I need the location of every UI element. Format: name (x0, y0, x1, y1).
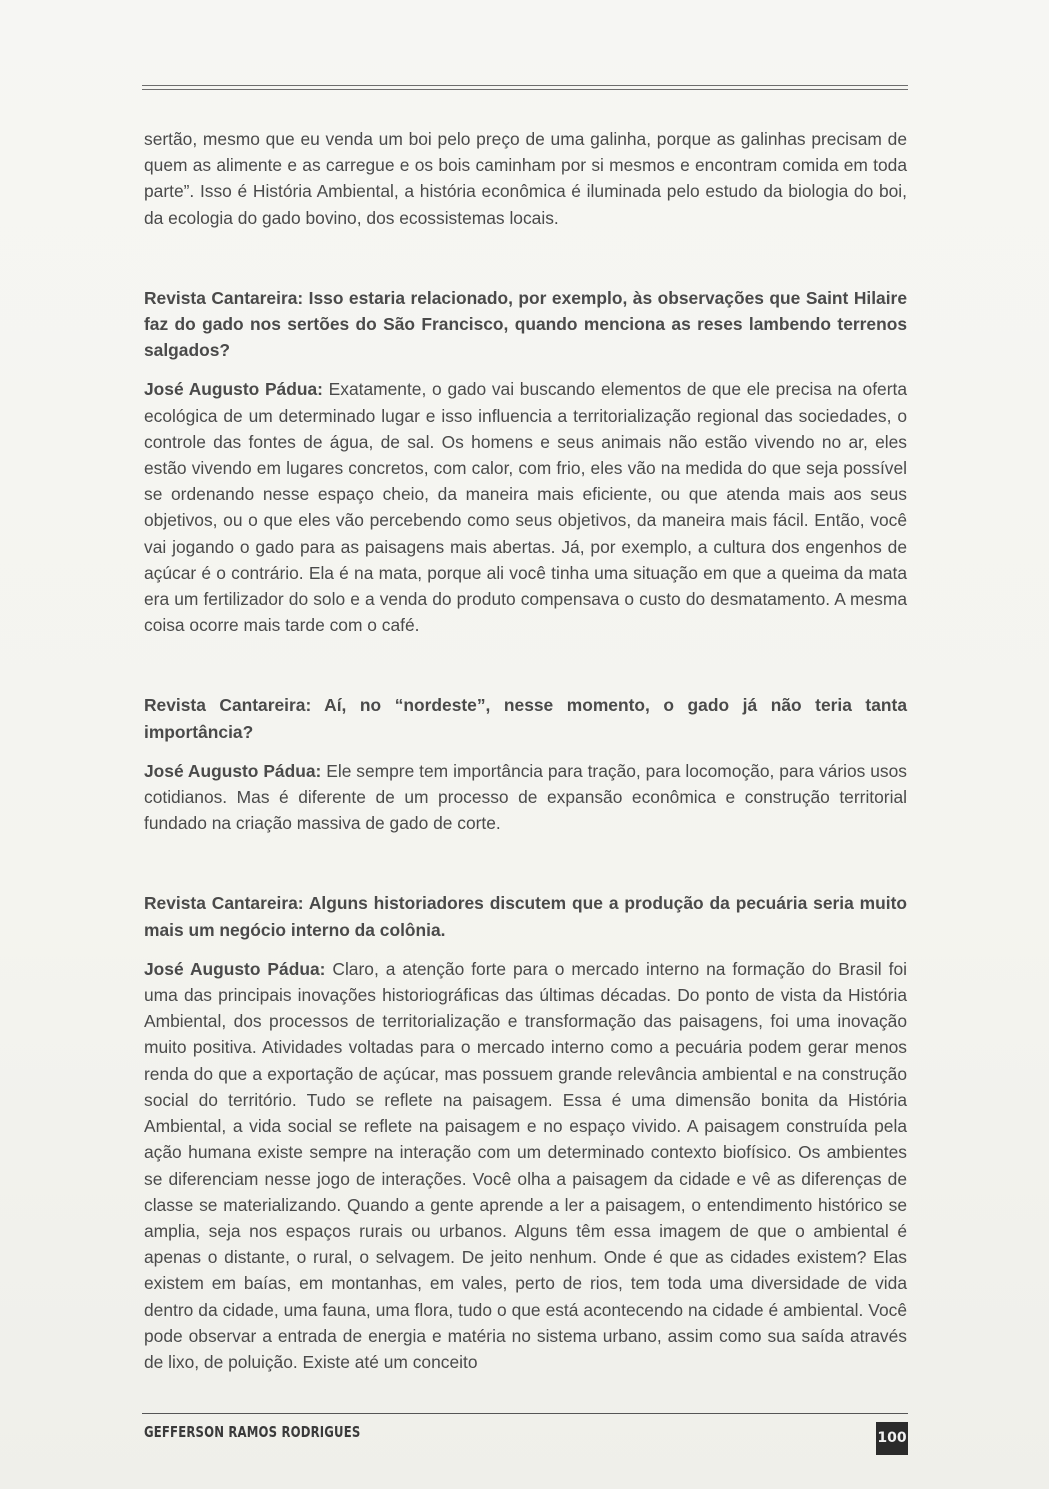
answer-text: Ele sempre tem importância para tração, para locomoção, para vários usos cotidianos. Mas é diferente de um processo de expansão econômica e construção territorial fundado na criação massiva de gado de corte. (144, 760, 907, 834)
page-number-badge: 100 (876, 1422, 908, 1455)
interviewer-question-3: Revista Cantareira: Alguns historiadores discutem que a produção da pecuária seria muito mais um negócio interno da colônia. (144, 893, 907, 940)
speaker-label: José Augusto Pádua: (144, 958, 326, 979)
interviewer-question-2: Revista Cantareira: Aí, no “nordeste”, nesse momento, o gado já não teria tanta importância? (144, 695, 907, 742)
footer-rule (142, 1413, 908, 1414)
header-double-rule (142, 85, 908, 90)
speaker-label: José Augusto Pádua: (144, 760, 322, 781)
answer-text: Exatamente, o gado vai buscando elementos de que ele precisa na oferta ecológica de um determinado lugar e isso influencia a territorialização regional das sociedades, o controle das fontes de água, de sal. Os homens e seus animais não estão vivendo no ar, eles estão vivendo em lugares concretos, com calor, com frio, eles vão na medida do que seja possível se ordenando nesse espaço cheio, da maneira mais eficiente, ou que atenda mais aos seus objetivos, ou o que eles vão percebendo como seus objetivos, da maneira mais fácil. Então, você vai jogando o gado para as paisagens mais abertas. Já, por exemplo, a cultura dos engenhos de açúcar é o contrário. Ela é na mata, porque ali você tinha uma situação em que a queima da mata era um fertilizador do solo e a venda do produto compensava o custo do desmatamento. A mesma coisa ocorre mais tarde com o café. (144, 379, 907, 636)
interviewer-question-1: Revista Cantareira: Isso estaria relacionado, por exemplo, às observações que Saint Hilaire faz do gado nos sertões do São Francisco, quando menciona as reses lambendo terrenos salgados? (144, 287, 907, 361)
paragraph-continuation: sertão, mesmo que eu venda um boi pelo preço de uma galinha, porque as galinhas precisam de quem as alimente e as carregue e os bois caminham por si mesmos e encontram comida em toda parte”. Isso é História Ambiental, a história econômica é iluminada pelo estudo da biologia do boi, da ecologia do gado bovino, dos ecossistemas locais. (144, 129, 907, 228)
interview-body (144, 126, 907, 1375)
answer-text: Claro, a atenção forte para o mercado interno na formação do Brasil foi uma das principais inovações historiográficas das últimas décadas. Do ponto de vista da História Ambiental, dos processos de territorialização e transformação das paisagens, foi uma inovação muito positiva. Atividades voltadas para o mercado interno como a pecuária podem gerar menos renda do que a exportação de açúcar, mas possuem grande relevância ambiental e na construção social do território. Tudo se reflete na paisagem. Essa é uma dimensão bonita da História Ambiental, a vida social se reflete na paisagem e no espaço vivido. A paisagem construída pela ação humana existe sempre na interação com um determinado contexto biofísico. Os ambientes se diferenciam nesse jogo de interações. Você olha a paisagem da cidade e vê as diferenças de classe se materializando. Quando a gente aprende a ler a paisagem, o entendimento histórico se amplia, seja nos espaços rurais ou urbanos. Alguns têm essa imagem de que o ambiental é apenas o distante, o rural, o selvagem. De jeito nenhum. Onde é que as cidades existem? Elas existem em baías, em montanhas, em vales, perto de rios, tem toda uma diversidade de vida dentro da cidade, uma fauna, uma flora, tudo o que está acontecendo na cidade é ambiental. Você pode observar a entrada de energia e matéria no sistema urbano, assim como sua saída através de lixo, de poluição. Existe até um conceito (144, 958, 908, 1372)
interviewee-answer-2 (144, 758, 907, 837)
interviewee-answer-1 (144, 376, 907, 638)
footer-author: GEFFERSON RAMOS RODRIGUES (144, 1423, 361, 1441)
interviewee-answer-3 (144, 956, 907, 1375)
speaker-label: José Augusto Pádua: (144, 379, 323, 400)
